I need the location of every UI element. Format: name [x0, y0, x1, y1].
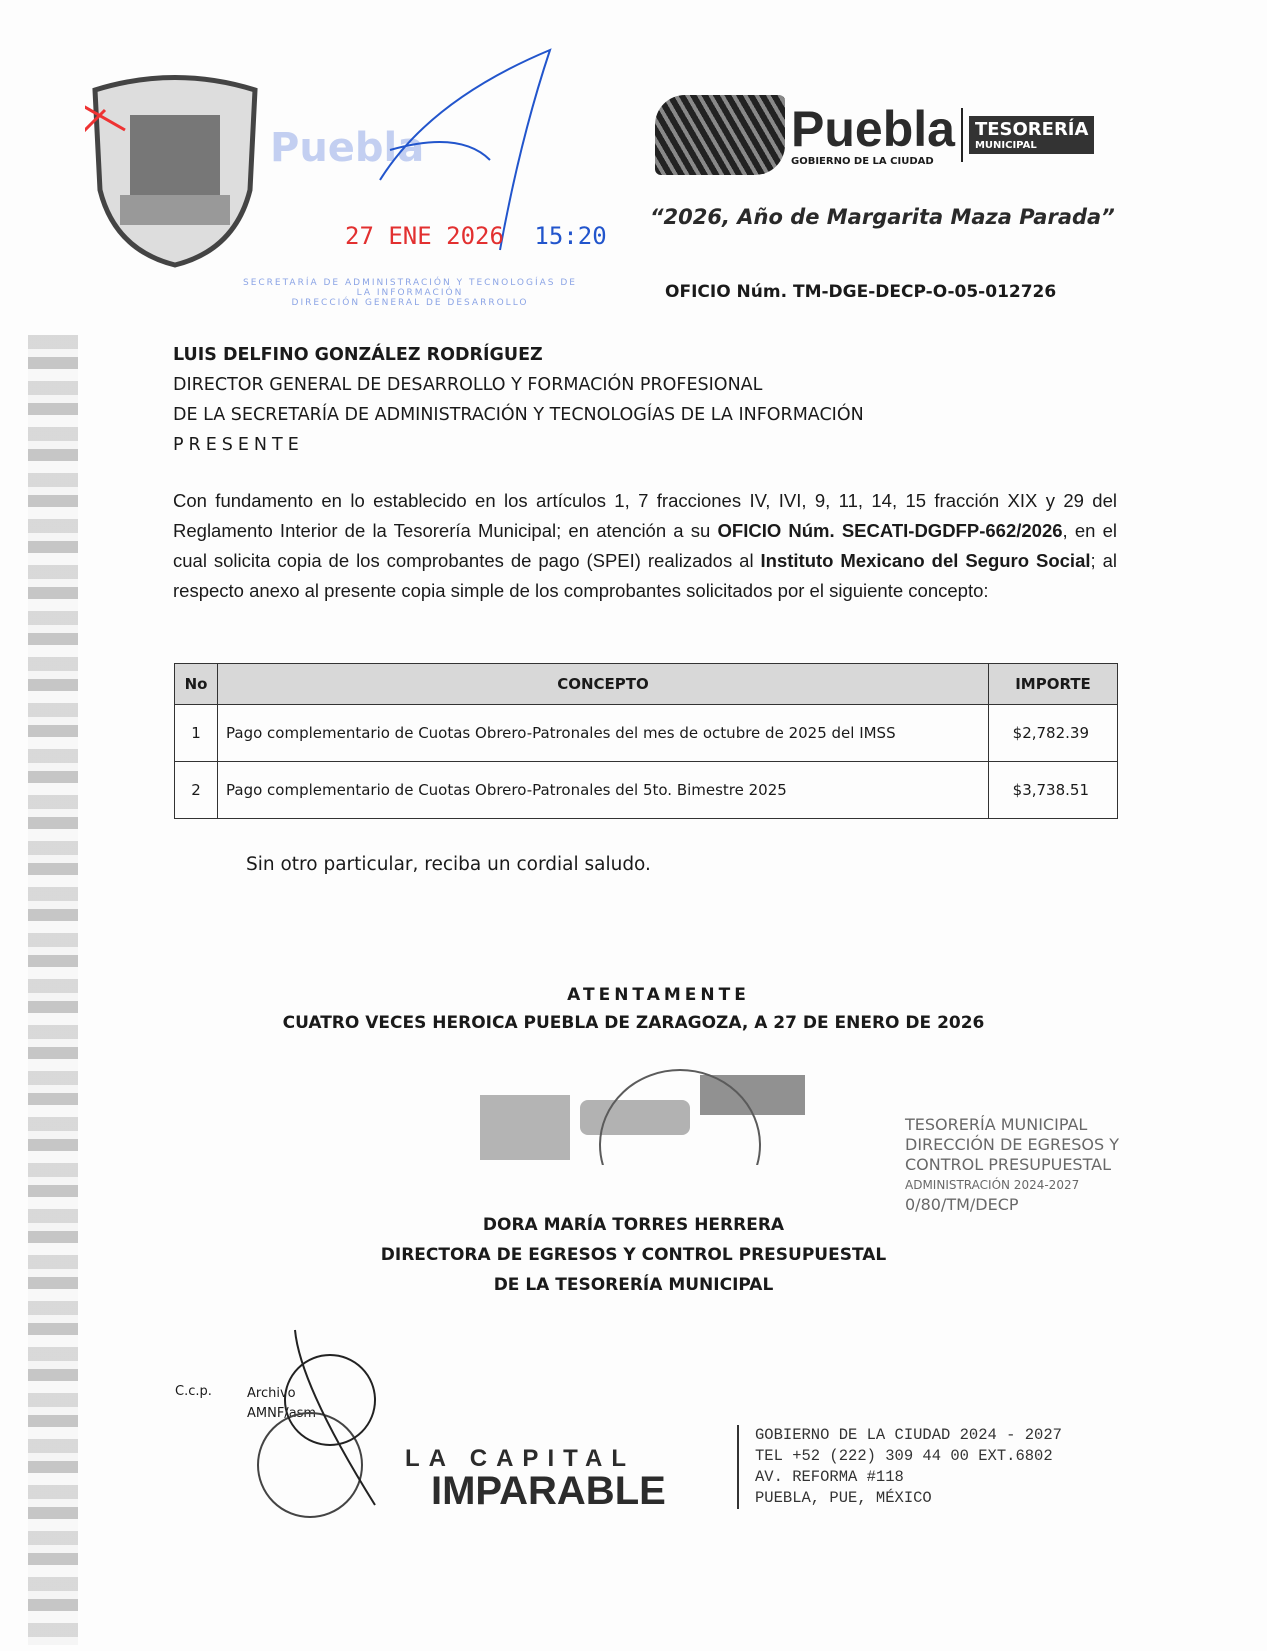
header-concepto: CONCEPTO [218, 664, 989, 705]
footer-address: AV. REFORMA #118 [755, 1468, 904, 1486]
place-date: CUATRO VECES HEROICA PUEBLA DE ZARAGOZA, A 27 DE ENERO DE 2026 [282, 1013, 985, 1033]
stamp-line: CONTROL PRESUPUESTAL [905, 1155, 1111, 1174]
footer-line: GOBIERNO DE LA CIUDAD 2024 - 2027 [755, 1426, 1062, 1444]
stamp-line: 0/80/TM/DECP [905, 1195, 1019, 1214]
footer-contact [737, 1425, 1062, 1509]
puebla-tesoreria-logo [655, 95, 1094, 175]
logo-badge-sub: MUNICIPAL [974, 140, 1037, 151]
recipient-title-1: DIRECTOR GENERAL DE DESARROLLO Y FORMACIÓN PROFESIONAL [173, 375, 763, 395]
slogan-line-1: LA CAPITAL [405, 1445, 635, 1472]
received-stamp-logo: Puebla [270, 125, 425, 171]
concept-table [174, 663, 1118, 819]
slogan [405, 1445, 666, 1513]
logo-badge: TESORERÍA [974, 119, 1089, 140]
table-row [175, 705, 1118, 762]
city-seal-icon [85, 70, 265, 270]
recipient-name: LUIS DELFINO GONZÁLEZ RODRÍGUEZ [173, 345, 543, 365]
recipient-block [173, 340, 864, 460]
year-motto: “2026, Año de Margarita Maza Parada” [650, 205, 1115, 229]
puebla-logo-icon [655, 95, 785, 175]
atentamente: ATENTAMENTE [567, 985, 750, 1005]
row-no: 2 [175, 762, 218, 819]
row-concepto: Pago complementario de Cuotas Obrero-Patronales del 5to. Bimestre 2025 [218, 762, 989, 819]
closing-line: Sin otro particular, reciba un cordial saludo. [246, 854, 651, 875]
oficio-number: OFICIO Núm. TM-DGE-DECP-O-05-012726 [665, 282, 1057, 302]
tesoreria-seal-icon [480, 1065, 810, 1165]
received-time: 15:20 [534, 222, 607, 250]
ccp-initials: AMNF/asm [247, 1406, 317, 1421]
received-entity-stamp [240, 278, 580, 308]
row-no: 1 [175, 705, 218, 762]
footer-phone: TEL +52 (222) 309 44 00 EXT.6802 [755, 1447, 1053, 1465]
recipient-title-2: DE LA SECRETARÍA DE ADMINISTRACIÓN Y TECNOLOGÍAS DE LA INFORMACIÓN [173, 405, 864, 425]
body-text-1: Con fundamento en lo establecido en los artículos 1, 7 fracciones IV, IVI, 9, 11, 14, 15 fracción XIX y 29 del Reglamento Interior de la Tesorería Municipal; en atención a su [173, 490, 1117, 541]
ccp-label: C.c.p. [175, 1384, 212, 1399]
slogan-line-2: IMPARABLE [431, 1469, 666, 1513]
stamp-line: DIRECCIÓN DE EGRESOS Y [905, 1135, 1119, 1154]
logo-sub: GOBIERNO DE LA CIUDAD [791, 155, 934, 167]
tesoreria-stamp [905, 1115, 1119, 1215]
signer-block [0, 1210, 1267, 1300]
table-header [175, 664, 1118, 705]
reference-oficio: OFICIO Núm. SECATI-DGDFP-662/2026 [717, 520, 1063, 541]
row-importe: $3,738.51 [989, 762, 1118, 819]
presente: PRESENTE [173, 435, 304, 455]
row-concepto: Pago complementario de Cuotas Obrero-Patronales del mes de octubre de 2025 del IMSS [218, 705, 989, 762]
body-text-2: , en el cual solicita copia de los comprobantes de pago (SPEI) realizados al [173, 520, 1118, 571]
ccp-archivo: Archivo [247, 1386, 296, 1401]
table-row [175, 762, 1118, 819]
stamp-sub: DIRECCIÓN GENERAL DE DESARROLLO [291, 298, 529, 308]
norm-seal-icon [255, 1325, 385, 1525]
stamp-line: TESORERÍA MUNICIPAL [905, 1115, 1088, 1134]
stamp-line: ADMINISTRACIÓN 2024-2027 [905, 1178, 1080, 1192]
row-importe: $2,782.39 [989, 705, 1118, 762]
logo-text: Puebla [791, 100, 955, 157]
signature-heading [0, 985, 1267, 1033]
received-date-stamp [345, 222, 607, 250]
body-paragraph [173, 486, 1117, 606]
institution: Instituto Mexicano del Seguro Social [760, 550, 1091, 571]
footer-city: PUEBLA, PUE, MÉXICO [755, 1489, 932, 1507]
header-importe: IMPORTE [989, 664, 1118, 705]
signer-title-2: DE LA TESORERÍA MUNICIPAL [493, 1275, 774, 1295]
received-date: 27 ENE 2026 [345, 222, 504, 250]
signer-title-1: DIRECTORA DE EGRESOS Y CONTROL PRESUPUESTAL [380, 1245, 887, 1265]
stamp-entity: SECRETARÍA DE ADMINISTRACIÓN Y TECNOLOGÍAS DE LA INFORMACIÓN [243, 278, 577, 298]
signer-name: DORA MARÍA TORRES HERRERA [482, 1215, 785, 1235]
header-no: No [175, 664, 218, 705]
body-text-3: ; al respecto anexo al presente copia simple de los comprobantes solicitados por el siguiente concepto: [173, 550, 1117, 601]
